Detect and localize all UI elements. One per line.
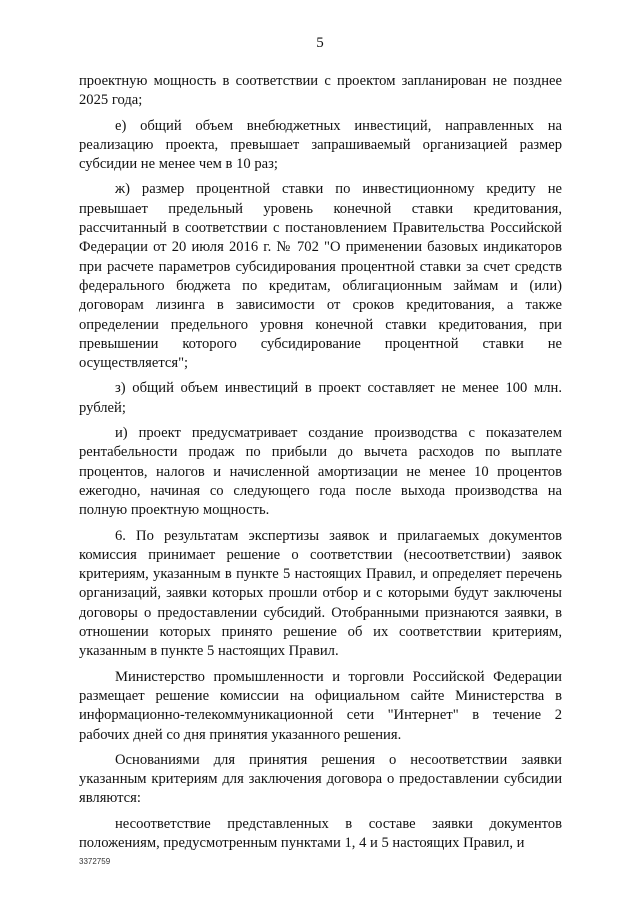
paragraph-ministry-publication: Министерство промышленности и торговли Российской Федерации размещает решение комиссии на официальном сайте Министерства в информационно-телекоммуникационной сети "Интернет" в течение 2 рабочих дней со дня принятия указанного решения. bbox=[79, 668, 562, 743]
document-code: 3372759 bbox=[79, 857, 111, 866]
paragraph-rejection-grounds: Основаниями для принятия решения о несоответствии заявки указанным критериям для заключения договора о предоставлении субсидии являются: bbox=[79, 751, 562, 807]
paragraph-item-zh: ж) размер процентной ставки по инвестиционному кредиту не превышает предельный уровень конечной ставки кредитования, рассчитанный в соответствии с постановлением Правительства Российской Федерации от 20 июля 2016 г. № 702 "О применении базовых индикаторов при расчете параметров субсидирования процентной ставки за счет средств федерального бюджета по кредитам, облигационным займам и (или) договорам лизинга в зависимости от сроков кредитования, а также определении предельного уровня конечной ставки кредитования, при превышении которого субсидирование процентной ставки не осуществляется"; bbox=[79, 181, 562, 372]
page-number: 5 bbox=[316, 35, 324, 51]
paragraph-clause-6: 6. По результатам экспертизы заявок и прилагаемых документов комиссия принимает решение о соответствии (несоответствии) заявок критериям, указанным в пункте 5 настоящих Правил, и определяет перечень организаций, заявки которых прошли отбор и с которыми будут заключены договоры о предоставлении субсидий. Отобранными признаются заявки, в отношении которых принято решение об их соответствии критериям, указанным в пункте 5 настоящих Правил. bbox=[79, 527, 562, 660]
paragraph-item-z: з) общий объем инвестиций в проект составляет не менее 100 млн. рублей; bbox=[79, 380, 562, 416]
paragraph-nonconformity: несоответствие представленных в составе заявки документов положениям, предусмотренным пунктами 1, 4 и 5 настоящих Правил, и bbox=[79, 815, 562, 851]
document-body bbox=[79, 72, 562, 853]
paragraph-item-i: и) проект предусматривает создание производства с показателем рентабельности продаж по прибыли до вычета расходов по выплате процентов, налогов и начисленной амортизации не менее 10 процентов ежегодно, начиная со следующего года после выхода производства на полную проектную мощность. bbox=[79, 425, 562, 519]
paragraph-continuation: проектную мощность в соответствии с проектом запланирован не позднее 2025 года; bbox=[79, 73, 562, 109]
paragraph-item-e: е) общий объем внебюджетных инвестиций, направленных на реализацию проекта, превышает запрашиваемый организацией размер субсидии не менее чем в 10 раз; bbox=[79, 117, 562, 173]
